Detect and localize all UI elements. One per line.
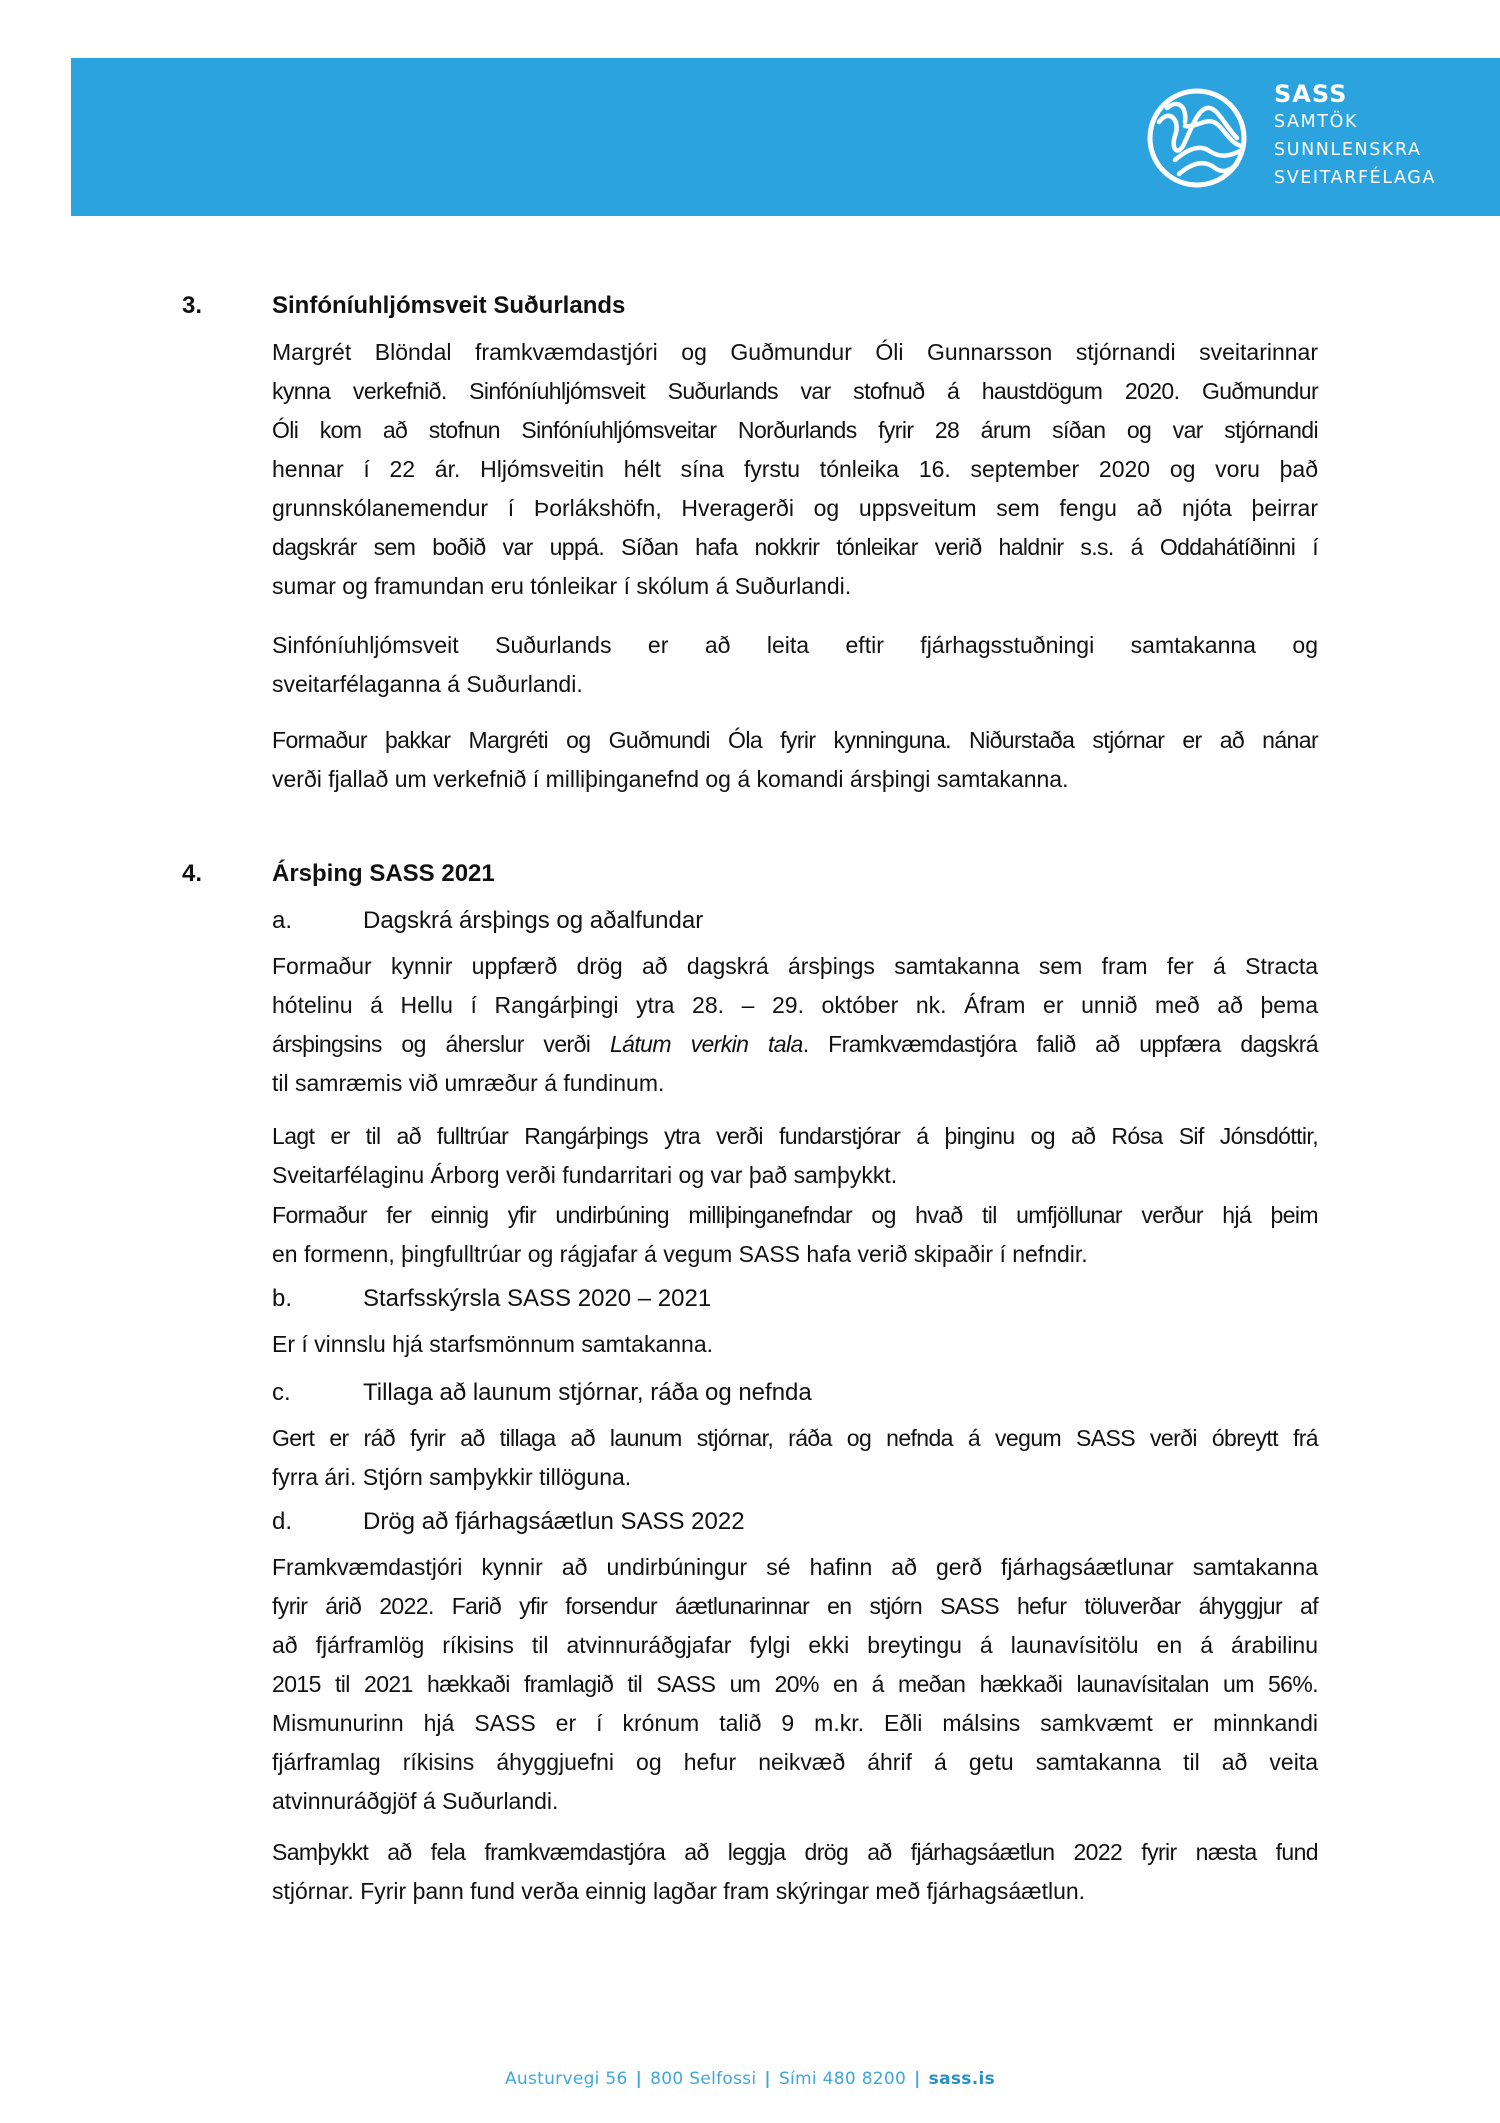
footer-separator: | xyxy=(635,2069,643,2089)
brand-short-name: SASS xyxy=(1274,80,1348,108)
text-line: Mismunurinn hjá SASS er í krónum talið 9 m.kr. Eðli málsins samkvæmt er minnkandi xyxy=(272,1710,1318,1736)
subsection-title: Starfsskýrsla SASS 2020 – 2021 xyxy=(363,1285,712,1312)
text-line: fyrra ári. Stjórn samþykkir tillöguna. xyxy=(272,1464,632,1490)
text-line: stjórnar. Fyrir þann fund verða einnig lagðar fram skýringar með fjárhagsáætlun. xyxy=(272,1878,1086,1904)
footer-website-link[interactable]: sass.is xyxy=(928,2069,996,2089)
text-fragment: ársþingsins og áherslur verði xyxy=(272,1031,610,1057)
text-line: sveitarfélaganna á Suðurlandi. xyxy=(272,671,583,697)
subsection-title: Dagskrá ársþings og aðalfundar xyxy=(363,907,704,934)
text-line: Samþykkt að fela framkvæmdastjóra að leggja drög að fjárhagsáætlun 2022 fyrir næsta fund xyxy=(272,1839,1318,1865)
footer-postal: 800 Selfossi xyxy=(650,2069,757,2089)
text-line: Óli kom að stofnun Sinfóníuhljómsveitar Norðurlands fyrir 28 árum síðan og var stjórnandi xyxy=(272,417,1318,443)
footer-separator: | xyxy=(914,2069,921,2089)
paragraph xyxy=(272,947,1318,1103)
section-number: 3. xyxy=(182,292,203,319)
text-line: Formaður þakkar Margréti og Guðmundi Óla fyrir kynninguna. Niðurstaða stjórnar er að nánar xyxy=(272,727,1318,753)
text-fragment: . Framkvæmdastjóra falið að uppfæra dagskrá xyxy=(802,1031,1319,1057)
text-line: Framkvæmdastjóri kynnir að undirbúningur sé hafinn að gerð fjárhagsáætlunar samtakanna xyxy=(272,1554,1318,1580)
subsection-title: Drög að fjárhagsáætlun SASS 2022 xyxy=(363,1508,745,1535)
text-line: Gert er ráð fyrir að tillaga að launum stjórnar, ráða og nefnda á vegum SASS verði óbreytt frá xyxy=(272,1425,1318,1451)
text-line: Margrét Blöndal framkvæmdastjóri og Guðmundur Óli Gunnarsson stjórnandi sveitarinnar xyxy=(272,339,1318,365)
text-line: Sinfóníuhljómsveit Suðurlands er að leita eftir fjárhagsstuðningi samtakanna og xyxy=(272,632,1318,658)
brand-line: SAMTÖK xyxy=(1274,112,1359,132)
paragraph xyxy=(272,1833,1318,1911)
subsection-letter: a. xyxy=(272,907,293,934)
text-line: Lagt er til að fulltrúar Rangárþings ytra verði fundarstjórar á þinginu og að Rósa Sif Jónsdóttir, xyxy=(272,1123,1318,1149)
text-line: fyrir árið 2022. Farið yfir forsendur áætlunarinnar en stjórn SASS hefur töluverðar áhyggjur af xyxy=(272,1593,1318,1619)
text-line: hótelinu á Hellu í Rangárþingi ytra 28. – 29. október nk. Áfram er unnið með að þema xyxy=(272,992,1318,1018)
footer-address: Austurvegi 56 xyxy=(504,2069,628,2089)
paragraph xyxy=(272,626,1318,704)
brand-line: SUNNLENSKRA xyxy=(1274,140,1422,160)
paragraph xyxy=(272,1548,1318,1821)
section-number: 4. xyxy=(182,860,203,887)
text-line: 2015 til 2021 hækkaði framlagið til SASS um 20% en á meðan hækkaði launavísitalan um 56%. xyxy=(272,1671,1318,1697)
subsection-letter: d. xyxy=(272,1508,293,1535)
text-line: sumar og framundan eru tónleikar í skólum á Suðurlandi. xyxy=(272,573,852,599)
text-fragment xyxy=(272,1031,1318,1057)
text-line: Formaður kynnir uppfærð drög að dagskrá ársþings samtakanna sem fram fer á Stracta xyxy=(272,953,1318,979)
paragraph xyxy=(272,1325,1318,1364)
subsection-title: Tillaga að launum stjórnar, ráða og nefnda xyxy=(363,1379,812,1406)
section-title: Sinfóníuhljómsveit Suðurlands xyxy=(272,292,626,319)
text-line: hennar í 22 ár. Hljómsveitin hélt sína fyrstu tónleika 16. september 2020 og voru það xyxy=(272,456,1318,482)
footer-phone: Sími 480 8200 xyxy=(778,2069,907,2089)
sass-logo-icon xyxy=(1145,86,1249,190)
text-line: fjárframlag ríkisins áhyggjuefni og hefur neikvæð áhrif á getu samtakanna til að veita xyxy=(272,1749,1318,1775)
text-line: Sveitarfélaginu Árborg verði fundarritari og var það samþykkt. xyxy=(272,1162,898,1188)
paragraph xyxy=(272,1419,1318,1497)
text-line: en formenn, þingfulltrúar og rágjafar á vegum SASS hafa verið skipaðir í nefndir. xyxy=(272,1241,1088,1267)
text-line: atvinnuráðgjöf á Suðurlandi. xyxy=(272,1788,559,1814)
text-line: kynna verkefnið. Sinfóníuhljómsveit Suðurlands var stofnuð á haustdögum 2020. Guðmundur xyxy=(272,378,1318,404)
paragraph xyxy=(272,1117,1318,1195)
text-line: dagskrár sem boðið var uppá. Síðan hafa nokkrir tónleikar verið haldnir s.s. á Oddahátíðinni í xyxy=(272,534,1318,560)
text-line: Formaður fer einnig yfir undirbúning milliþinganefndar og hvað til umfjöllunar verður hjá þeim xyxy=(272,1202,1318,1228)
section-title: Ársþing SASS 2021 xyxy=(272,860,495,887)
paragraph xyxy=(272,1196,1318,1274)
italic-phrase: Látum verkin tala xyxy=(609,1031,803,1057)
text-line: til samræmis við umræður á fundinum. xyxy=(272,1070,665,1096)
page-footer xyxy=(0,2069,1500,2089)
subsection-letter: b. xyxy=(272,1285,293,1312)
text-line: að fjárframlög ríkisins til atvinnuráðgjafar fylgi ekki breytingu á launavísitölu en á árabilinu xyxy=(272,1632,1318,1658)
text-line: Er í vinnslu hjá starfsmönnum samtakanna. xyxy=(272,1331,714,1357)
text-line: verði fjallað um verkefnið í milliþinganefnd og á komandi ársþingi samtakanna. xyxy=(272,766,1069,792)
brand-line: SVEITARFÉLAGA xyxy=(1274,168,1437,188)
paragraph xyxy=(272,721,1318,799)
subsection-letter: c. xyxy=(272,1379,291,1406)
brand-block xyxy=(1274,80,1436,192)
text-line: grunnskólanemendur í Þorlákshöfn, Hveragerði og uppsveitum sem fengu að njóta þeirrar xyxy=(272,495,1318,521)
footer-separator: | xyxy=(764,2069,771,2089)
paragraph xyxy=(272,333,1318,606)
text-line-with-italic xyxy=(272,1025,1318,1064)
